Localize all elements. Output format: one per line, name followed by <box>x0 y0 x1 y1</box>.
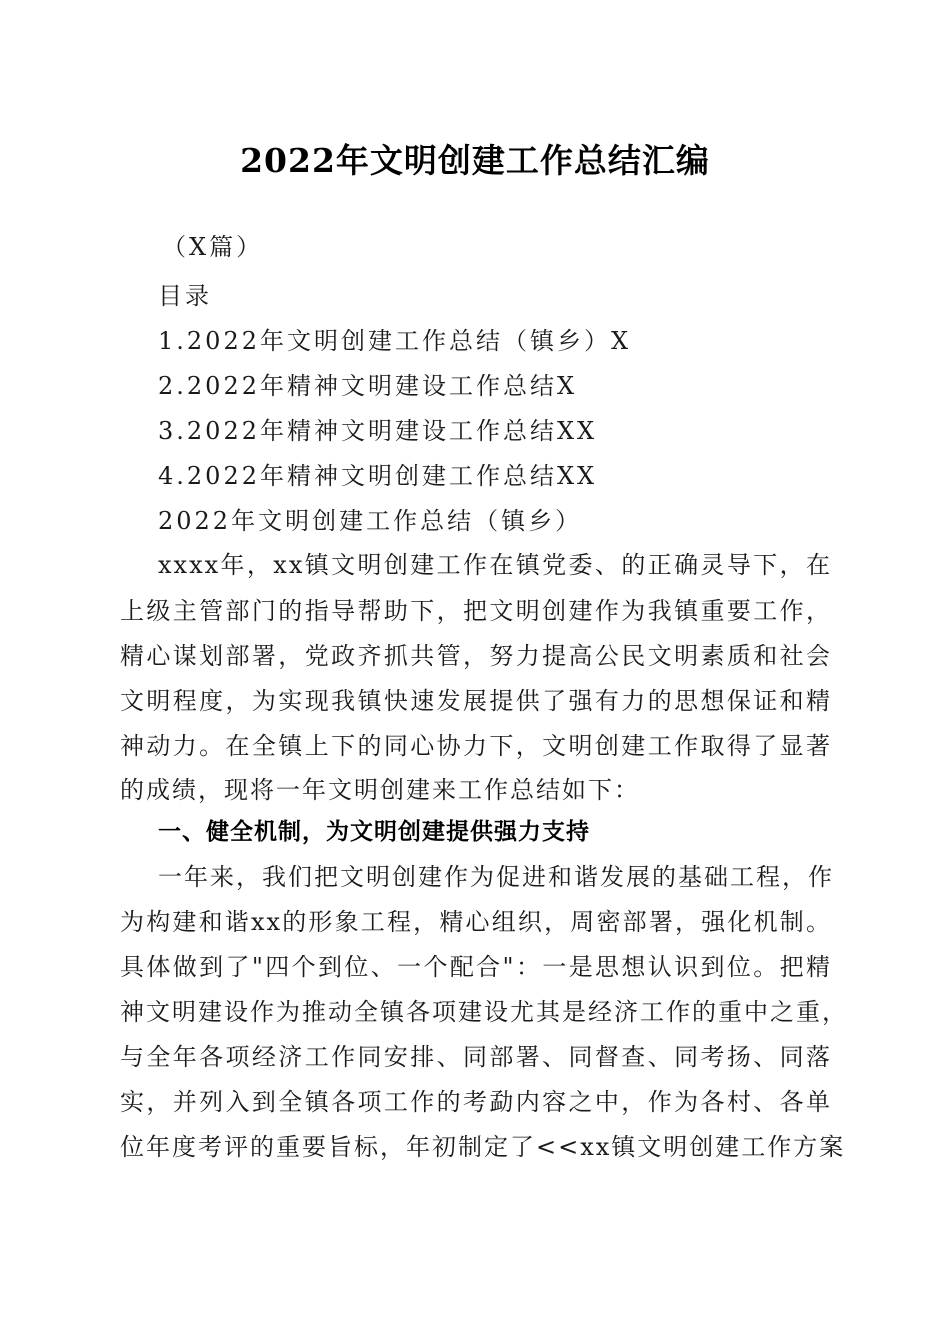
toc-item: 1.2022年文明创建工作总结（镇乡）X <box>158 327 632 355</box>
paragraph-line: 一年来，我们把文明创建作为促进和谐发展的基础工程，作 <box>158 863 834 891</box>
paragraph-line: 的成绩，现将一年文明创建来工作总结如下： <box>120 776 640 804</box>
paragraph-line: 为构建和谐xx的形象工程，精心组织，周密部署，强化机制。 <box>120 908 832 936</box>
paragraph-line: 上级主管部门的指导帮助下，把文明创建作为我镇重要工作， <box>120 597 832 625</box>
toc-heading: 目录 <box>158 282 212 310</box>
toc-item: 2.2022年精神文明建设工作总结X <box>158 372 578 400</box>
paragraph-line: 神动力。在全镇上下的同心协力下，文明创建工作取得了显著 <box>120 732 832 760</box>
paragraph-line: 文明程度，为实现我镇快速发展提供了强有力的思想保证和精 <box>120 687 832 715</box>
paragraph-line: 具体做到了"四个到位、一个配合"：一是思想认识到位。把精 <box>120 953 832 981</box>
paragraph-line: 位年度考评的重要旨标，年初制定了<<xx镇文明创建工作方案 <box>120 1133 846 1161</box>
paragraph-line: 神文明建设作为推动全镇各项建设尤其是经济工作的重中之重， <box>120 998 848 1026</box>
document-title: 2022年文明创建工作总结汇编 <box>240 141 710 180</box>
part-note: （X篇） <box>162 233 264 261</box>
toc-item: 4.2022年精神文明创建工作总结XX <box>158 462 598 490</box>
article-title: 2022年文明创建工作总结（镇乡） <box>158 507 583 535</box>
paragraph-line: 实，并列入到全镇各项工作的考勐内容之中，作为各村、各单 <box>120 1088 832 1116</box>
paragraph-line: 精心谋划部署，党政齐抓共管，努力提高公民文明素质和社会 <box>120 642 832 670</box>
paragraph-line: xxxx年，xx镇文明创建工作在镇党委、的正确灵导下，在 <box>158 551 832 579</box>
toc-item: 3.2022年精神文明建设工作总结XX <box>158 417 598 445</box>
section-heading: 一、健全机制，为文明创建提供强力支持 <box>158 819 590 845</box>
paragraph-line: 与全年各项经济工作同安排、同部署、同督查、同考扬、同落 <box>120 1043 832 1071</box>
